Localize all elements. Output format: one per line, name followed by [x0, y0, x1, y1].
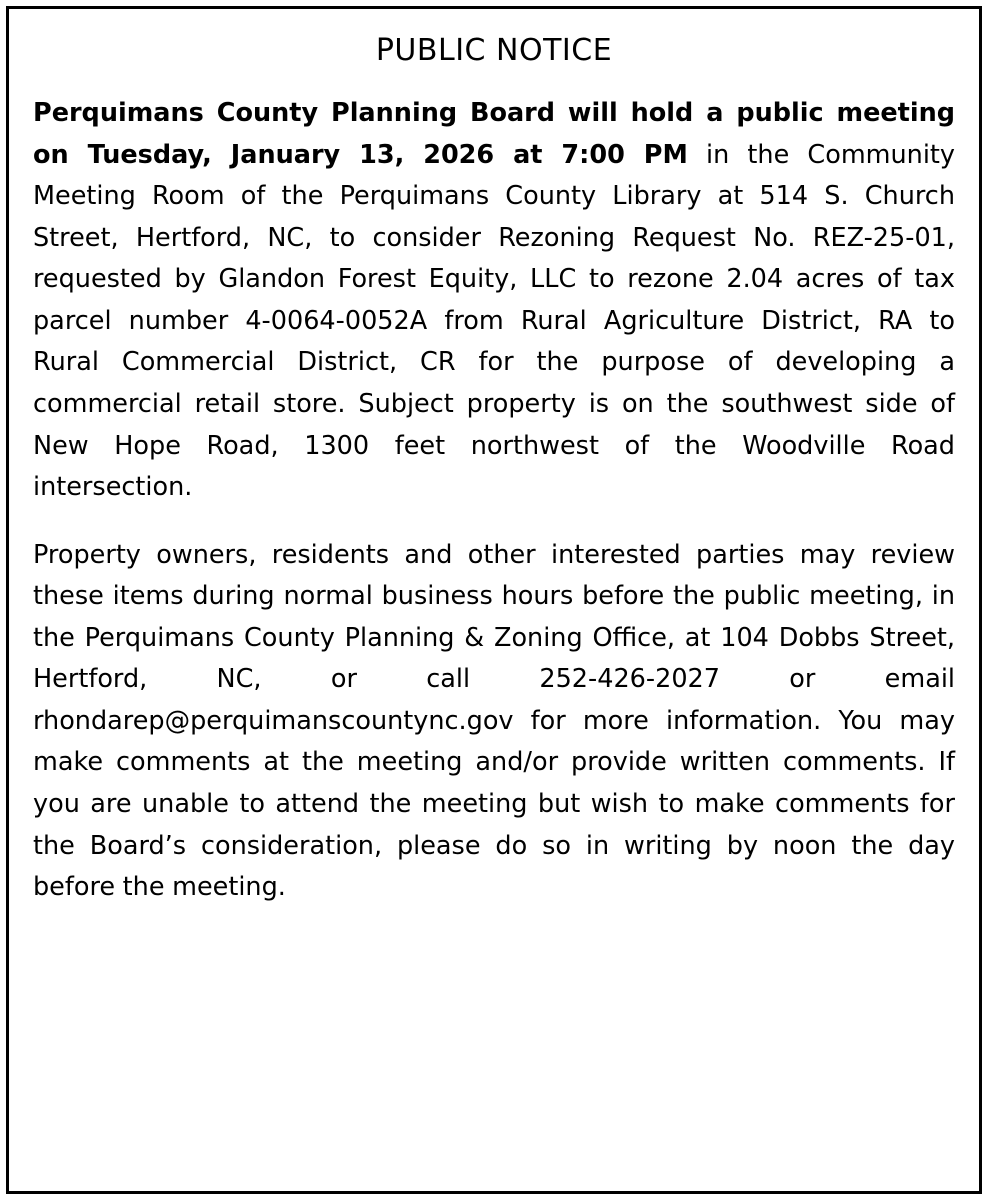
- rezoning-request-body: in the Community Meeting Room of the Perquimans County Library at 514 S. Church Street, Hertford, NC, to consider Rezoning Request No. REZ-25-01, requested by Glandon Forest Equity, LLC to rezone 2.04 acres of tax parcel number 4-0064-0052A from Rural Agriculture District, RA to Rural Commercial District, CR for the purpose of developing a commercial retail store. Subject property is on the southwest side of New Hope Road, 1300 feet northwest of the Woodville Road intersection.: [33, 139, 956, 503]
- notice-border-frame: [6, 6, 982, 1194]
- review-and-comment-body: Property owners, residents and other interested parties may review these items during normal business hours before the public meeting, in the Perquimans County Planning & Zoning Office, at 104 Dobbs Street, Hertford, NC, or call 252-426-2027 or email rhondarep@perquimanscountync.gov for more information. You may make comments at the meeting and/or provide written comments. If you are unable to attend the meeting but wish to make comments for the Board’s consideration, please do so in writing by noon the day before the meeting.: [33, 539, 955, 903]
- meeting-details-bold-lead: Perquimans County Planning Board will hold a public meeting on Tuesday, January 13, 2026 at 7:00 PM: [33, 98, 955, 170]
- notice-paragraph-2: [33, 535, 955, 909]
- page-title: PUBLIC NOTICE: [375, 33, 613, 68]
- notice-paragraph-1: [33, 93, 955, 509]
